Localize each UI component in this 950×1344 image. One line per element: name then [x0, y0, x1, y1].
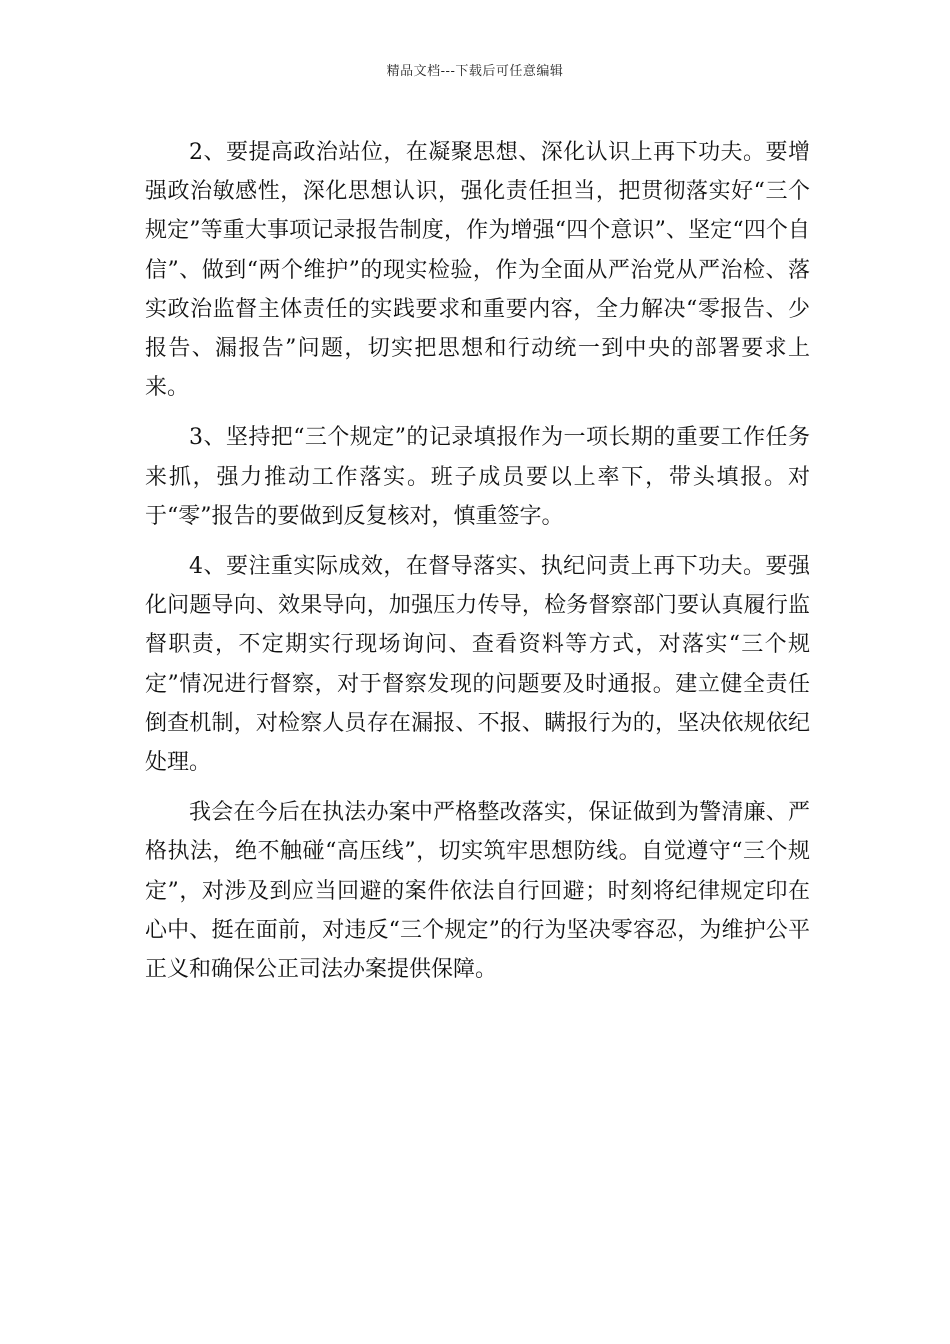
- paragraph-3: 3、坚持把“三个规定”的记录填报作为一项长期的重要工作任务来抓，强力推动工作落实。班子成员要以上率下，带头填报。对于“零”报告的要做到反复核对，慎重签字。: [145, 425, 810, 529]
- document-body: [145, 133, 810, 989]
- paragraph-commitment: 我会在今后在执法办案中严格整改落实，保证做到为警清廉、严格执法，绝不触碰“高压线”，切实筑牢思想防线。自觉遵守“三个规定”，对涉及到应当回避的案件依法自行回避；时刻将纪律规定印在心中、挺在面前，对违反“三个规定”的行为坚决零容忍，为维护公平正义和确保公正司法办案提供保障。: [145, 800, 810, 983]
- paragraph-2: 2、要提高政治站位，在凝聚思想、深化认识上再下功夫。要增强政治敏感性，深化思想认识，强化责任担当，把贯彻落实好“三个规定”等重大事项记录报告制度，作为增强“四个意识”、坚定“四个自信”、做到“两个维护”的现实检验，作为全面从严治党从严治检、落实政治监督主体责任的实践要求和重要内容，全力解决“零报告、少报告、漏报告”问题，切实把思想和行动统一到中央的部署要求上来。: [145, 140, 810, 401]
- paragraph-4: 4、要注重实际成效，在督导落实、执纪问责上再下功夫。要强化问题导向、效果导向，加强压力传导，检务督察部门要认真履行监督职责，不定期实行现场询问、查看资料等方式，对落实“三个规定”情况进行督察，对于督察发现的问题要及时通报。建立健全责任倒查机制，对检察人员存在漏报、不报、瞒报行为的，坚决依规依纪处理。: [145, 554, 810, 776]
- page-header: 精品文档---下载后可任意编辑: [386, 64, 564, 79]
